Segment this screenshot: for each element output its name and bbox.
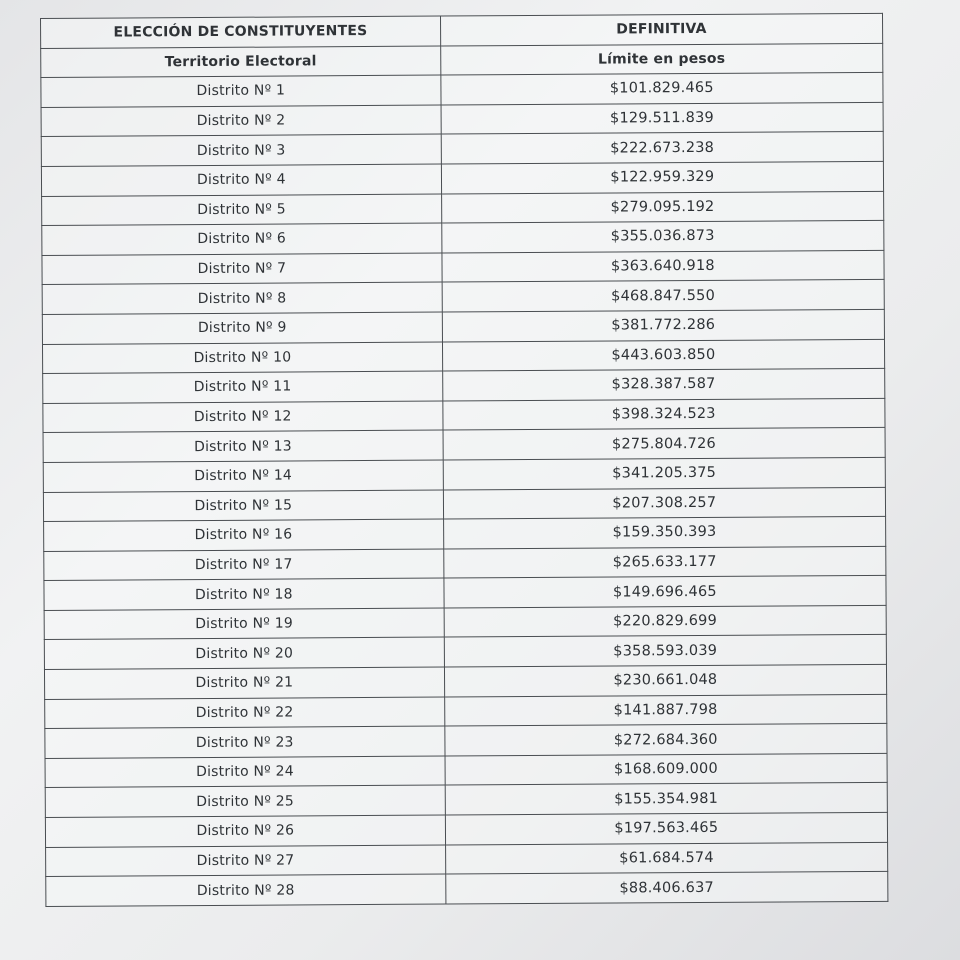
limit-cell: $88.406.637 [445,872,887,904]
district-cell: Distrito Nº 15 [43,490,443,522]
limit-cell: $398.324.523 [443,398,885,430]
limit-cell: $168.609.000 [445,753,887,785]
district-cell: Distrito Nº 8 [42,282,442,314]
district-cell: Distrito Nº 9 [42,312,442,344]
limit-cell: $149.696.465 [444,576,886,608]
limit-cell: $358.593.039 [444,635,886,667]
table-row [46,872,888,907]
district-cell: Distrito Nº 24 [45,756,445,788]
status-title: DEFINITIVA [440,13,882,45]
limit-cell: $328.387.587 [442,368,884,400]
district-cell: Distrito Nº 6 [42,223,442,255]
election-title: ELECCIÓN DE CONSTITUYENTES [41,16,441,48]
limit-cell: $129.511.839 [441,102,883,134]
district-cell: Distrito Nº 21 [44,667,444,699]
limit-cell: $468.847.550 [442,280,884,312]
district-cell: Distrito Nº 22 [45,697,445,729]
limit-cell: $155.354.981 [445,783,887,815]
district-cell: Distrito Nº 19 [44,608,444,640]
table-header [41,13,883,77]
limit-cell: $355.036.873 [441,221,883,253]
limit-cell: $222.673.238 [441,132,883,164]
limit-cell: $230.661.048 [444,664,886,696]
limit-column-header: Límite en pesos [440,43,882,75]
district-cell: Distrito Nº 12 [43,401,443,433]
district-cell: Distrito Nº 28 [46,874,446,906]
district-cell: Distrito Nº 14 [43,460,443,492]
limit-cell: $265.633.177 [443,546,885,578]
district-cell: Distrito Nº 3 [41,134,441,166]
district-cell: Distrito Nº 10 [42,342,442,374]
district-cell: Distrito Nº 26 [45,815,445,847]
limit-cell: $220.829.699 [444,605,886,637]
district-cell: Distrito Nº 11 [43,371,443,403]
district-cell: Distrito Nº 16 [44,519,444,551]
district-cell: Distrito Nº 18 [44,578,444,610]
limit-cell: $341.205.375 [443,457,885,489]
limit-cell: $101.829.465 [441,73,883,105]
district-cell: Distrito Nº 7 [42,253,442,285]
limit-cell: $275.804.726 [443,428,885,460]
district-cell: Distrito Nº 25 [45,785,445,817]
spending-limits-table [40,13,888,907]
district-cell: Distrito Nº 27 [46,845,446,877]
district-cell: Distrito Nº 23 [45,726,445,758]
limit-cell: $279.095.192 [441,191,883,223]
limit-cell: $159.350.393 [443,516,885,548]
limit-cell: $363.640.918 [442,250,884,282]
district-cell: Distrito Nº 5 [42,194,442,226]
limit-cell: $443.603.850 [442,339,884,371]
district-cell: Distrito Nº 2 [41,105,441,137]
limit-cell: $381.772.286 [442,309,884,341]
district-cell: Distrito Nº 17 [44,549,444,581]
table-body [41,73,888,907]
limit-cell: $207.308.257 [443,487,885,519]
limit-cell: $61.684.574 [445,842,887,874]
district-cell: Distrito Nº 20 [44,638,444,670]
limit-cell: $122.959.329 [441,161,883,193]
territory-column-header: Territorio Electoral [41,46,441,78]
district-cell: Distrito Nº 13 [43,430,443,462]
limit-cell: $197.563.465 [445,812,887,844]
district-cell: Distrito Nº 4 [41,164,441,196]
district-cell: Distrito Nº 1 [41,75,441,107]
limit-cell: $141.887.798 [444,694,886,726]
limit-cell: $272.684.360 [445,724,887,756]
